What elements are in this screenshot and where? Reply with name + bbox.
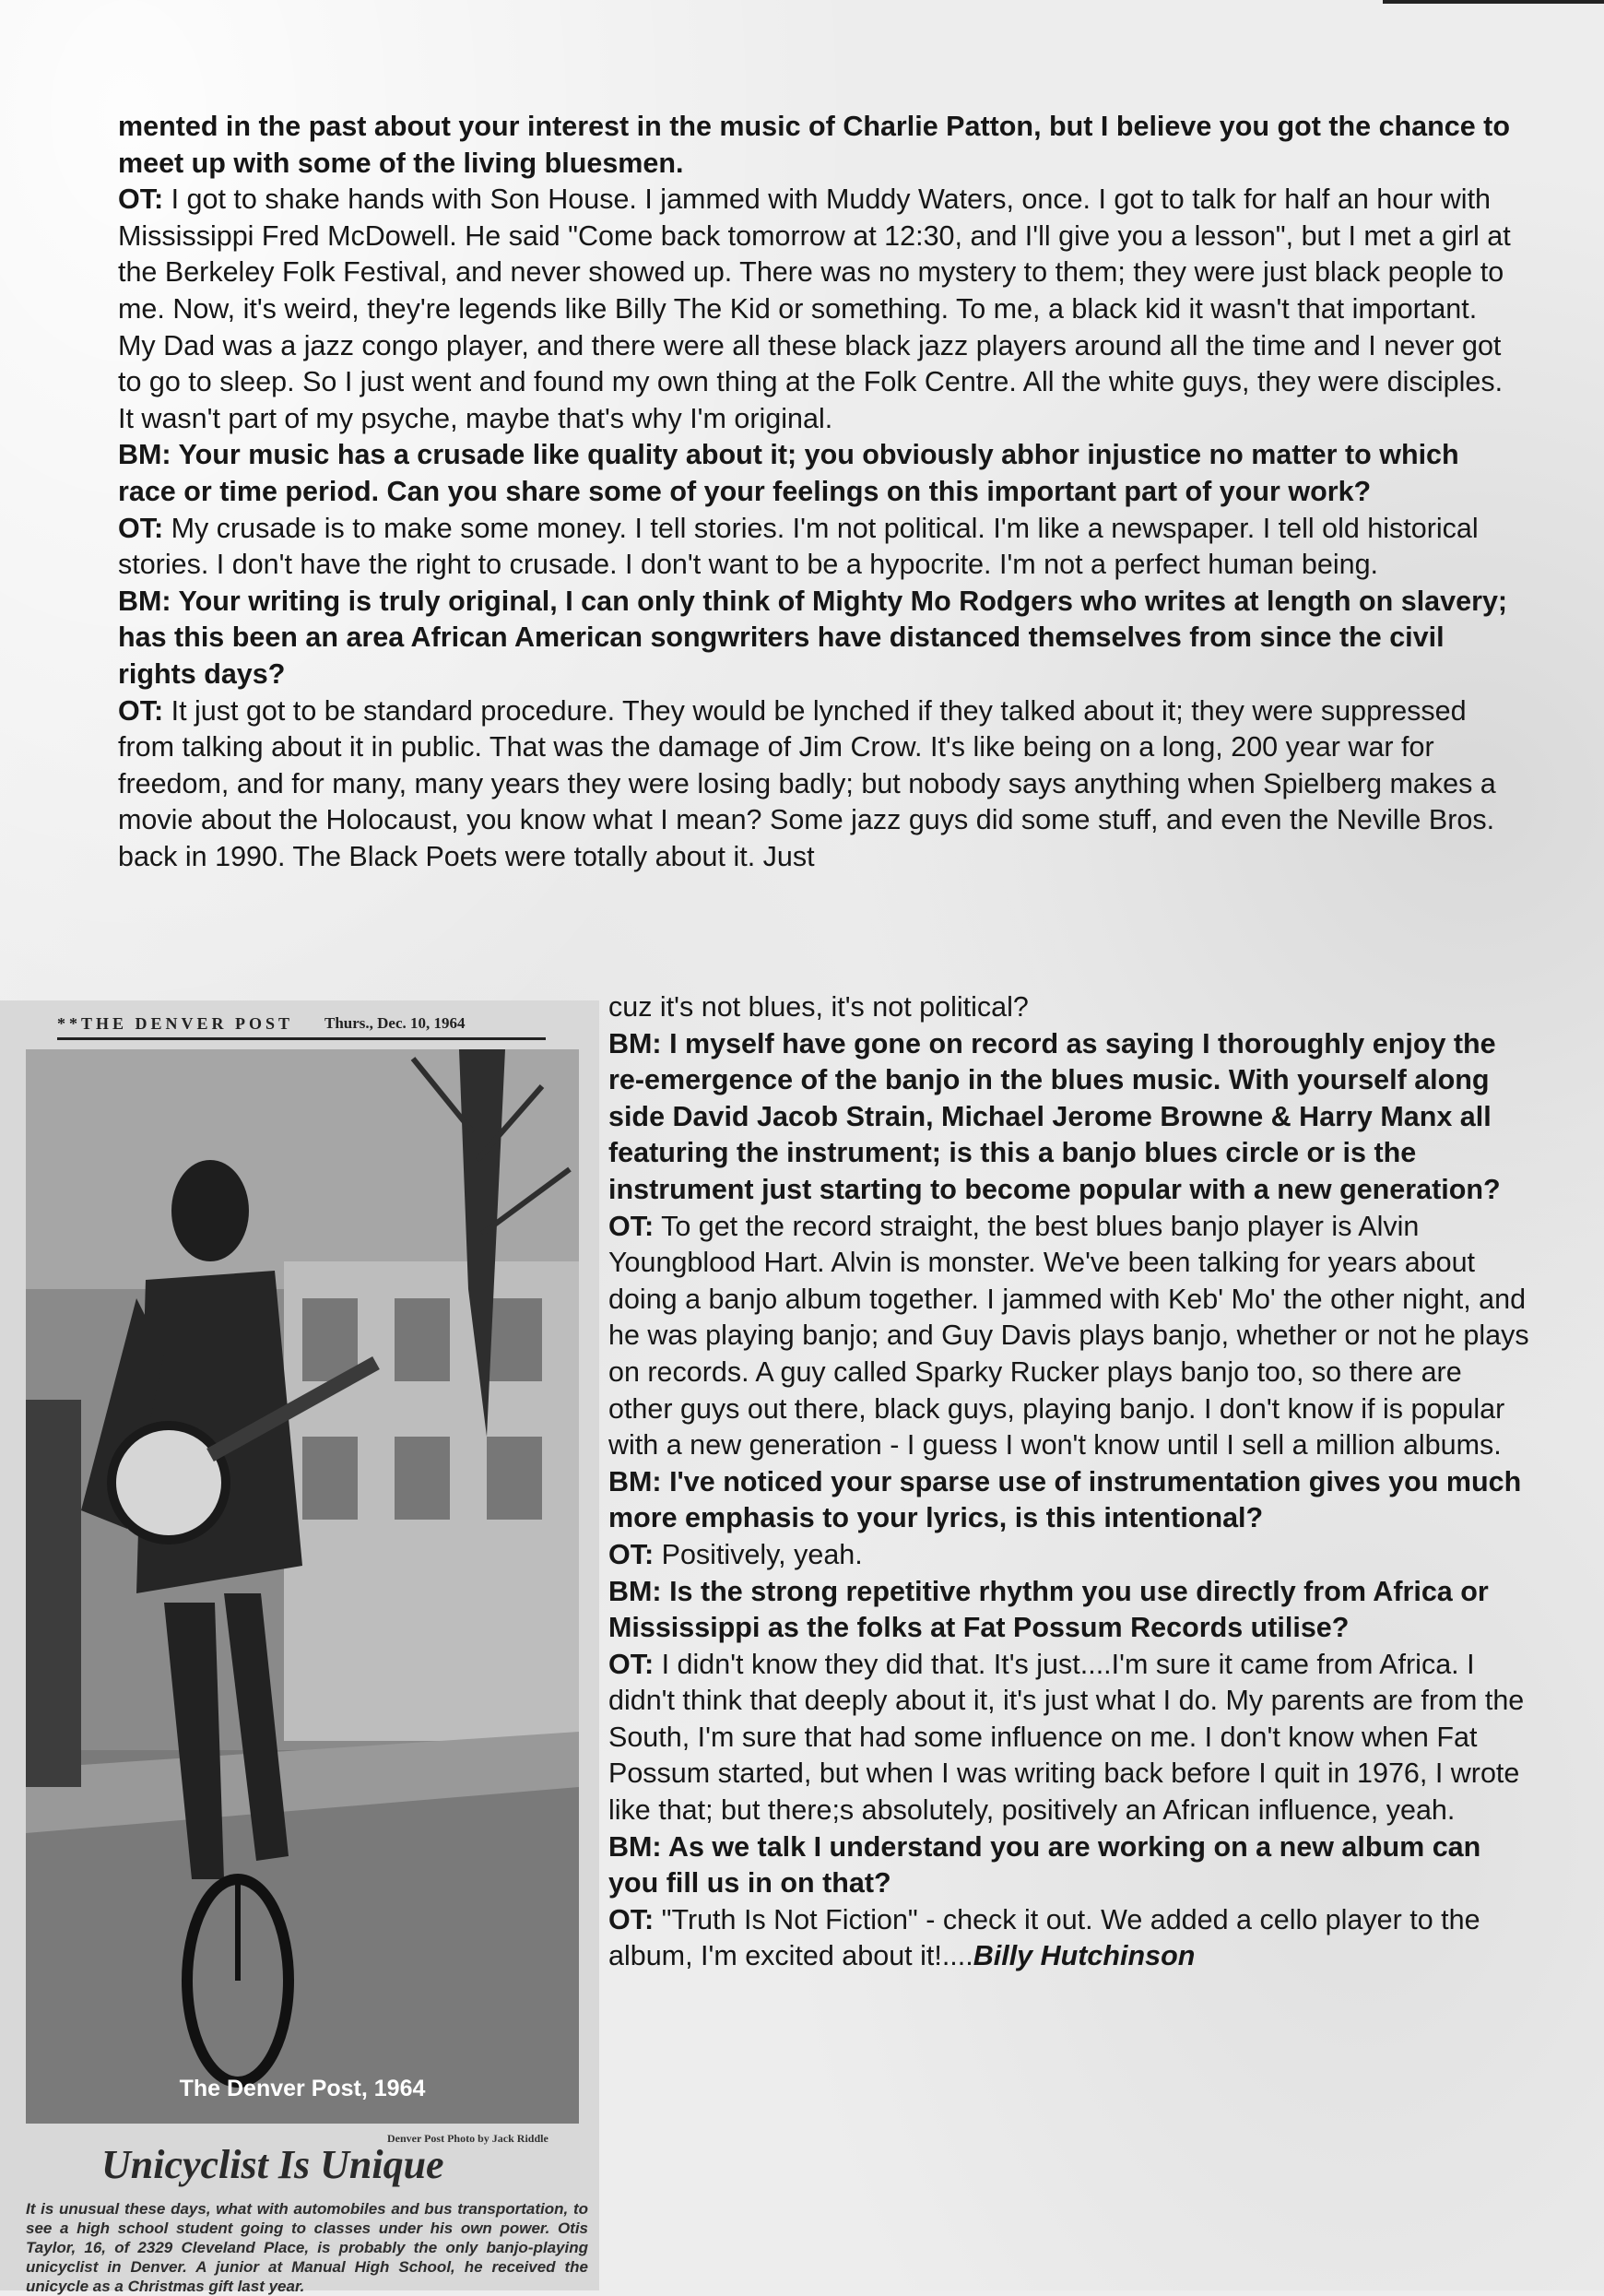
interview-question bbox=[608, 1464, 1530, 1537]
paragraph-text: I myself have gone on record as saying I thoroughly enjoy the re-emergence of the banjo in the blues music. With yourself along side David Jacob Strain, Michael Jerome Browne & Harry Manx all featuring the instrument; is this a banjo blues circle or is the instrument just starting to become popular with a new generation? bbox=[608, 1027, 1501, 1205]
paragraph-text: My crusade is to make some money. I tell stories. I'm not political. I'm like a newspaper. I tell old historical stories. I don't have the right to crusade. I don't want to be a hypocrite. I'm not a perfect human being. bbox=[118, 512, 1479, 581]
paragraph-text: cuz it's not blues, it's not political? bbox=[608, 991, 1029, 1023]
paragraph-text: I've noticed your sparse use of instrumentation gives you much more emphasis to your lyrics, is this intentional? bbox=[608, 1465, 1522, 1534]
photo-caption: The Denver Post, 1964 bbox=[179, 2076, 426, 2101]
interview-answer bbox=[118, 182, 1519, 437]
clipping-date: Thurs., Dec. 10, 1964 bbox=[324, 1014, 466, 1032]
newspaper-clipping bbox=[0, 1000, 599, 2295]
interview-answer bbox=[608, 1902, 1530, 1975]
paragraph-text: "Truth Is Not Fiction" - check it out. We added a cello player to the album, I'm excited about it!.... bbox=[608, 1903, 1480, 1972]
top-edge-rule bbox=[1383, 0, 1604, 4]
clipping-masthead-row bbox=[57, 1014, 546, 1035]
interview-question bbox=[608, 1026, 1530, 1209]
speaker-label: OT: bbox=[118, 183, 164, 216]
speaker-label: BM: bbox=[608, 1465, 662, 1497]
speaker-label: BM: bbox=[608, 1027, 662, 1059]
paragraph-text: Your music has a crusade like quality about it; you obviously abhor injustice no matter to which race or time period. Can you share some of your feelings on this important part of your work? bbox=[118, 439, 1459, 507]
speaker-label: OT: bbox=[118, 694, 164, 727]
interview-question bbox=[608, 1574, 1530, 1647]
byline: Billy Hutchinson bbox=[973, 1940, 1196, 1972]
speaker-label: OT: bbox=[608, 1538, 655, 1570]
interview-question bbox=[118, 437, 1519, 510]
speaker-label: BM: bbox=[608, 1830, 662, 1863]
paragraph-text: Is the strong repetitive rhythm you use directly from Africa or Mississippi as the folks at Fat Possum Records utilise? bbox=[608, 1575, 1489, 1644]
interview-answer bbox=[608, 1209, 1530, 1464]
paragraph-text: I got to shake hands with Son House. I jammed with Muddy Waters, once. I got to talk for half an hour with Mississippi Fred McDowell. He said "Come back tomorrow at 12:30, and I'll give you a lesson", but I met a girl at the Berkeley Folk Festival, and never showed up. There was no mystery to them; they were just black people to me. Now, it's weird, they're legends like Billy The Kid or something. To me, a black kid it wasn't that important. My Dad was a jazz congo player, and there were all these black jazz players around all the time and I never got to go to sleep. So I just went and found my own thing at the Folk Centre. All the white guys, they were disciples. It wasn't part of my psyche, maybe that's why I'm original. bbox=[118, 183, 1511, 434]
interview-answer bbox=[118, 511, 1519, 584]
speaker-label: OT: bbox=[608, 1903, 655, 1935]
clipping-body: It is unusual these days, what with automobiles and bus transportation, to see a high school student going to classes under his own power. Otis Taylor, 16, of 2329 Cleveland Place, is probably the only banjo-playing unicyclist in Denver. A junior at Manual High School, he received the unicycle as a Christmas gift last year. bbox=[26, 2200, 588, 2295]
interview-question bbox=[118, 584, 1519, 693]
interview-answer bbox=[608, 989, 1530, 1026]
paragraph-text: I didn't know they did that. It's just....I'm sure it came from Africa. I didn't think that deeply about it, it's just what I do. My parents are from the South, I'm sure that had some influence on me. I don't know when Fat Possum started, but when I was writing back before I quit in 1976, I wrote like that; but there;s absolutely, positively an African influence, yeah. bbox=[608, 1648, 1525, 1827]
paragraph-text: To get the record straight, the best blues banjo player is Alvin Youngblood Hart. Alvin is monster. We've been talking for years about doing a banjo album together. I jammed with Keb' Mo' the other night, and he was playing banjo; and Guy Davis plays banjo, whether or not he plays on records. A guy called Sparky Rucker plays banjo too, so there are other guys out there, black guys, playing banjo. I don't know if is popular with a new generation - I guess I won't know until I sell a million albums. bbox=[608, 1210, 1529, 1462]
clipping-photo bbox=[26, 1049, 579, 2124]
paragraph-text: Positively, yeah. bbox=[654, 1538, 863, 1570]
unicyclist-photo-illustration bbox=[26, 1049, 579, 2124]
paragraph-text: Your writing is truly original, I can only think of Mighty Mo Rodgers who writes at length on slavery; has this been an area African American songwriters have distanced themselves from since the civil rights days? bbox=[118, 585, 1508, 690]
photo-credit: Denver Post Photo by Jack Riddle bbox=[387, 2132, 548, 2145]
upper-qa-list bbox=[118, 182, 1519, 875]
clipping-rule bbox=[57, 1037, 546, 1040]
interview-question bbox=[608, 1829, 1530, 1902]
question-continued: mented in the past about your interest in the music of Charlie Patton, but I believe you got the chance to meet up with some of the living bluesmen. bbox=[118, 111, 1510, 179]
lower-qa-list bbox=[608, 989, 1530, 1975]
article-upper-column bbox=[118, 109, 1519, 875]
article-lower-column bbox=[608, 989, 1530, 1975]
speaker-label: OT: bbox=[608, 1648, 655, 1680]
interview-answer bbox=[608, 1537, 1530, 1574]
clipping-headline: Unicyclist Is Unique bbox=[101, 2142, 444, 2187]
speaker-label: BM: bbox=[118, 585, 171, 617]
interview-answer bbox=[118, 693, 1519, 876]
interview-answer bbox=[608, 1647, 1530, 1829]
paragraph-text: It just got to be standard procedure. They would be lynched if they talked about it; they were suppressed from talking about it in public. That was the damage of Jim Crow. It's like being on a long, 200 year war for freedom, and for many, many years they were losing badly; but nobody says anything when Spielberg makes a movie about the Holocaust, you know what I mean? Some jazz guys did some stuff, and even the Neville Bros. back in 1990. The Black Poets were totally about it. Just bbox=[118, 694, 1496, 872]
speaker-label: BM: bbox=[118, 439, 171, 471]
speaker-label: BM: bbox=[608, 1575, 662, 1607]
speaker-label: OT: bbox=[118, 512, 164, 544]
paragraph-text: As we talk I understand you are working on a new album can you fill us in on that? bbox=[608, 1830, 1481, 1900]
clipping-masthead: **THE DENVER POST bbox=[57, 1014, 294, 1033]
speaker-label: OT: bbox=[608, 1210, 655, 1242]
